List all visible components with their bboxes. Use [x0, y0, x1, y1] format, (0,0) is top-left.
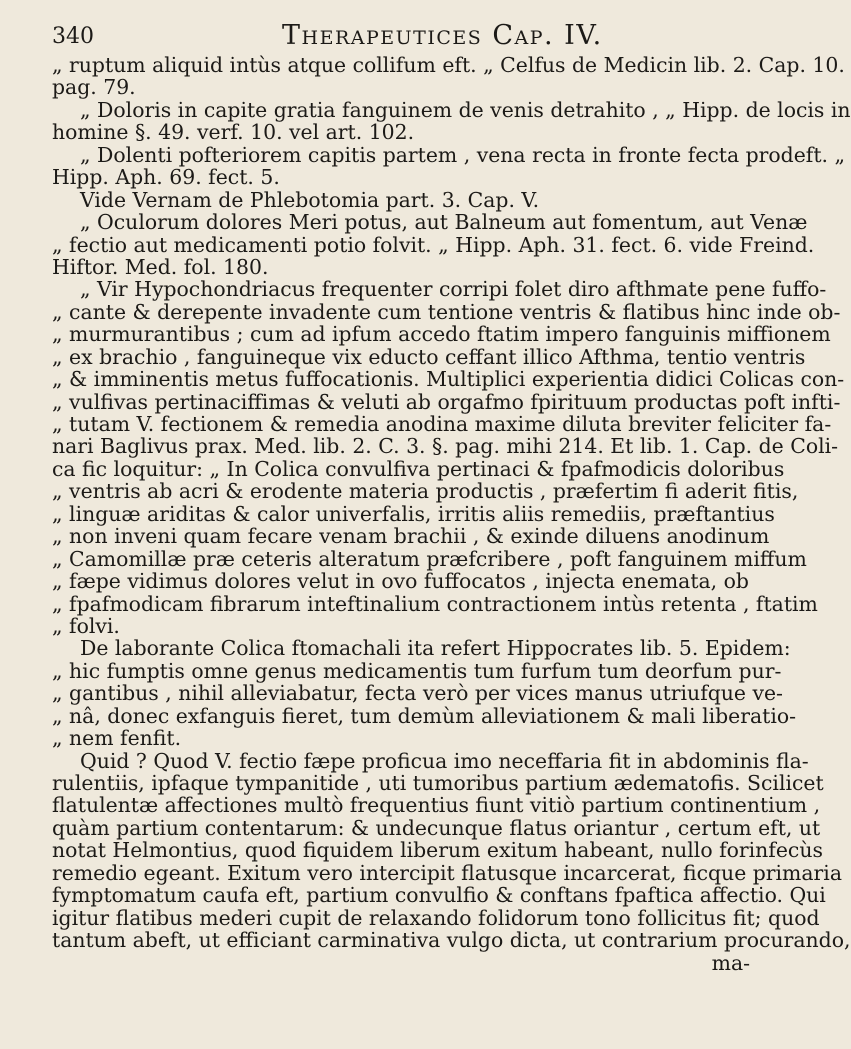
text-line: rulentiis, ipfaque tympanitide , uti tumoribus partium ædematofis. Scilicet	[52, 771, 824, 795]
text-line: „ Oculorum dolores Meri potus, aut Balneum aut fomentum, aut Venæ	[80, 210, 808, 235]
text-line: Quid ? Quod V. fectio fæpe proficua imo neceffaria fit in abdominis fla-	[80, 748, 809, 773]
text-line: „ tutam V. fectionem & remedia anodina maxime diluta breviter feliciter fa-	[52, 412, 832, 436]
text-line: Hipp. Aph. 69. fect. 5.	[52, 165, 280, 190]
text-line: De laborante Colica ftomachali ita refert Hippocrates lib. 5. Epidem:	[80, 636, 791, 661]
text-line: „ ex brachio , fanguineque vix eductо ceffant illico Afthma, tentio ventris	[52, 344, 806, 369]
text-line: flatulentæ affectiones multò frequentius fiunt vitiò partium continentium ,	[52, 793, 821, 818]
text-line: „ ventris ab acri & erodente materia productis , præfertim fi aderit fitis,	[52, 479, 799, 504]
text-line: igitur flatibus mederi cupit de relaxando folidorum tono follicitus fit; quod	[52, 905, 820, 930]
text-line: nari Baglivus prax. Med. lib. 2. C. 3. §. pag. mihi 214. Et lib. 1. Cap. de Coli-	[52, 434, 839, 459]
text-line: „ non inveni quam fecare venam brachii , & exinde diluens anodinum	[52, 524, 770, 549]
running-head: Therapeutices Cap. IV.	[282, 20, 603, 51]
text-line: „ vulfivas pertinaciffimas & veluti ab orgafmo fpirituum productas poft infti-	[52, 389, 841, 414]
text-line: „ folvi.	[52, 613, 120, 638]
text-line: „ linguæ ariditas & calor univerfalis, irritis aliis remediis, præftantius	[52, 501, 775, 526]
text-line: „ Vir Hypochondriacus frequenter corripi folet diro afthmate pene fuffo-	[80, 277, 827, 302]
text-line: homine §. 49. verf. 10. vel art. 102.	[52, 120, 415, 145]
text-line: Hiftor. Med. fol. 180.	[52, 254, 269, 279]
text-line: „ ruptum aliquid intùs atque collifum eft. „ Celfus de Medicin lib. 2. Cap. 10.	[52, 53, 845, 77]
text-line: „ nem fenfit.	[52, 726, 182, 751]
text-line: „ fpafmodicam fibrarum inteftinalium contractionem intùs retenta , ftatim	[52, 591, 818, 616]
text-line: „ cante & derepente invadente cum tentione ventris & flatibus hinc inde ob-	[52, 299, 841, 324]
text-line: quàm partium contentarum: & undecunque flatus oriantur , certum eft, ut	[52, 815, 821, 840]
text-line: Vide Vernam de Phlebotomia part. 3. Cap. V.	[80, 187, 540, 212]
page-header	[52, 10, 772, 54]
text-line: „ fæpe vidimus dolores velut in ovo fuffocatos , injecta enemata, ob	[52, 569, 749, 594]
text-line: „ nâ, donec exfanguis fieret, tum demùm alleviationem & mali liberatio-	[52, 703, 797, 728]
text-line: pag. 79.	[52, 75, 136, 100]
text-line: „ Dolenti pofteriorem capitis partem , vena recta in fronte fecta prodeft. „	[80, 142, 846, 167]
text-line: „ murmurantibus ; cum ad ipfum accedo ftatim impero fanguinis miffionem	[52, 322, 831, 347]
text-line: „ hic fumptis omne genus medicamentis tum furfum tum deorfum pur-	[52, 658, 782, 683]
text-line: „ fectio aut medicamenti potio folvit. „ Hipp. Aph. 31. fect. 6. vide Freind.	[52, 232, 815, 257]
text-line: „ Doloris in capite gratia fanguinem de venis detrahito , „ Hipp. de locis in	[80, 97, 851, 122]
text-line: „ & imminentis metus fuffocationis. Multiplici experientia didici Colicas con-	[52, 367, 845, 392]
catchword: ma-	[711, 950, 750, 975]
text-line: notat Helmontius, quod fiquidem liberum exitum habeant, nullo forinfecùs	[52, 838, 823, 863]
text-line: ca fic loquitur: „ In Colica convulfiva pertinaci & fpafmodicis doloribus	[52, 456, 785, 481]
text-line: fymptomatum caufa eft, partium convulfio & conftans fpaftica affectio. Qui	[52, 883, 826, 908]
text-line: „ Camomillæ præ ceteris alteratum præfcribere , poft fanguinem miffum	[52, 546, 807, 571]
text-line: tantum abeft, ut efficiant carminativa vulgo dicta, ut contrarium procurando,	[52, 928, 851, 953]
body-text	[52, 53, 851, 975]
text-line: remedio egeant. Exitum vero intercipit flatusque incarcerat, ficque primaria	[52, 860, 842, 885]
text-line: „ gantibus , nihil alleviabatur, fecta verò per vices manus utriufque ve-	[52, 681, 783, 706]
page-number: 340	[52, 24, 94, 49]
